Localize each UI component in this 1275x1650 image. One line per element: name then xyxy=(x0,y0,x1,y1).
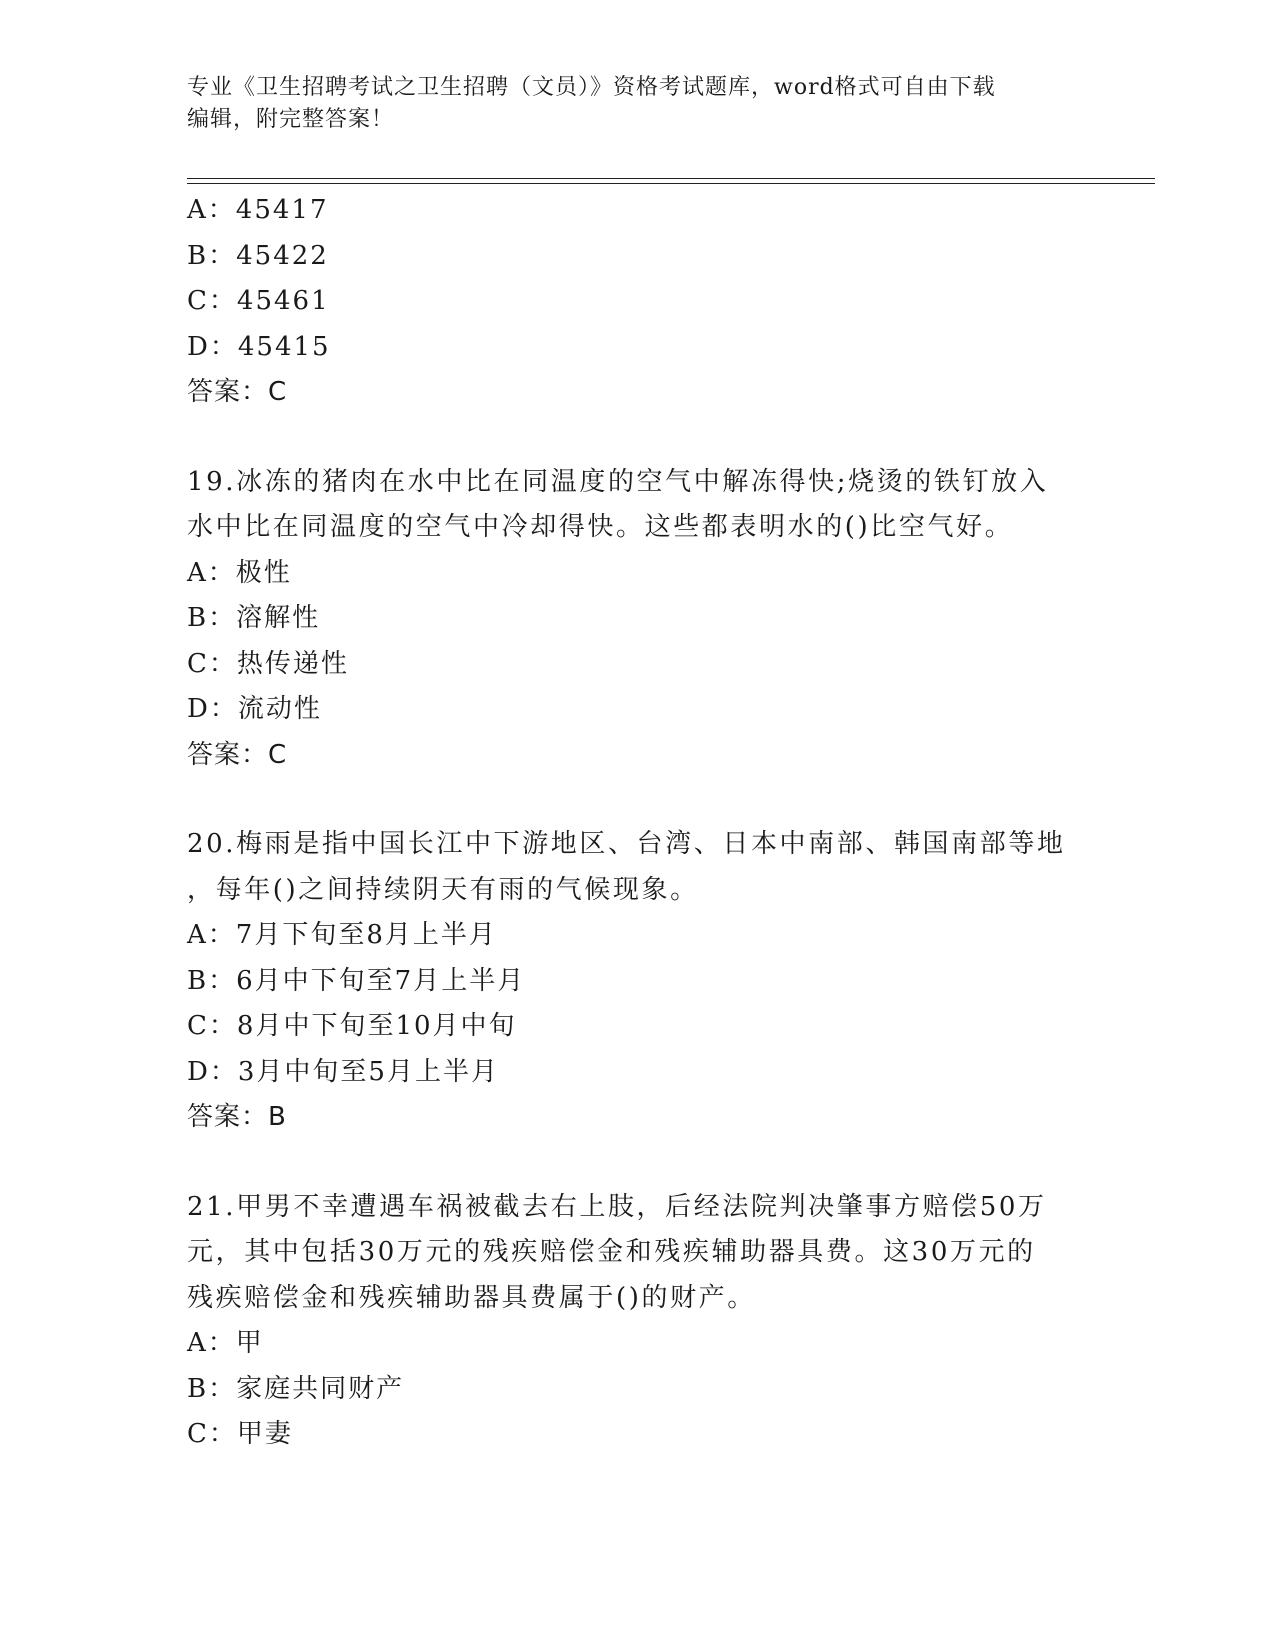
option-a: A：7月下旬至8月上半月 xyxy=(187,920,497,950)
answer-line: 答案：C xyxy=(187,739,288,770)
option-b: B：45422 xyxy=(187,240,329,271)
option-c: C：甲妻 xyxy=(187,1419,293,1449)
option-c: C：热传递性 xyxy=(187,648,349,679)
question-21 xyxy=(187,1185,1087,1458)
question-list xyxy=(187,188,1087,1458)
question-text-line: ，每年()之间持续阴天有雨的气候现象。 xyxy=(187,874,699,905)
option-a: A：极性 xyxy=(187,557,292,588)
question-text-line: 20.梅雨是指中国长江中下游地区、台湾、日本中南部、韩国南部等地 xyxy=(187,829,1066,859)
header-line-1: 专业《卫生招聘考试之卫生招聘（文员）》资格考试题库，word格式可自由下载 xyxy=(187,75,996,100)
answer-line: 答案：C xyxy=(187,377,288,407)
header-line-2: 编辑，附完整答案！ xyxy=(187,107,395,132)
header-divider-top xyxy=(187,178,1155,179)
question-text-line: 元，其中包括30万元的残疾赔偿金和残疾辅助器具费。这30万元的 xyxy=(187,1237,1036,1267)
option-c: C：8月中下旬至10月中旬 xyxy=(187,1011,517,1041)
answer-line: 答案：B xyxy=(187,1102,287,1132)
question-text-line: 水中比在同温度的空气中冷却得快。这些都表明水的()比空气好。 xyxy=(187,512,1014,542)
option-d: D：45415 xyxy=(187,331,331,362)
question-text-line: 残疾赔偿金和残疾辅助器具费属于()的财产。 xyxy=(187,1282,756,1313)
header-divider-bottom xyxy=(187,183,1155,184)
option-b: B：家庭共同财产 xyxy=(187,1373,405,1404)
question-19 xyxy=(187,460,1087,779)
option-a: A：45417 xyxy=(187,195,329,225)
question-18 xyxy=(187,188,1087,416)
option-a: A：甲 xyxy=(187,1328,264,1358)
option-c: C：45461 xyxy=(187,286,330,316)
option-b: B：6月中下旬至7月上半月 xyxy=(187,965,526,996)
question-20 xyxy=(187,822,1087,1141)
document-header xyxy=(187,72,1087,136)
question-text-line: 21.甲男不幸遭遇车祸被截去右上肢，后经法院判决肇事方赔偿50万 xyxy=(187,1191,1047,1222)
option-b: B：溶解性 xyxy=(187,603,321,633)
question-text-line: 19.冰冻的猪肉在水中比在同温度的空气中解冻得快;烧烫的铁钉放入 xyxy=(187,466,1049,497)
option-d: D：流动性 xyxy=(187,694,322,724)
option-d: D：3月中旬至5月上半月 xyxy=(187,1056,499,1087)
